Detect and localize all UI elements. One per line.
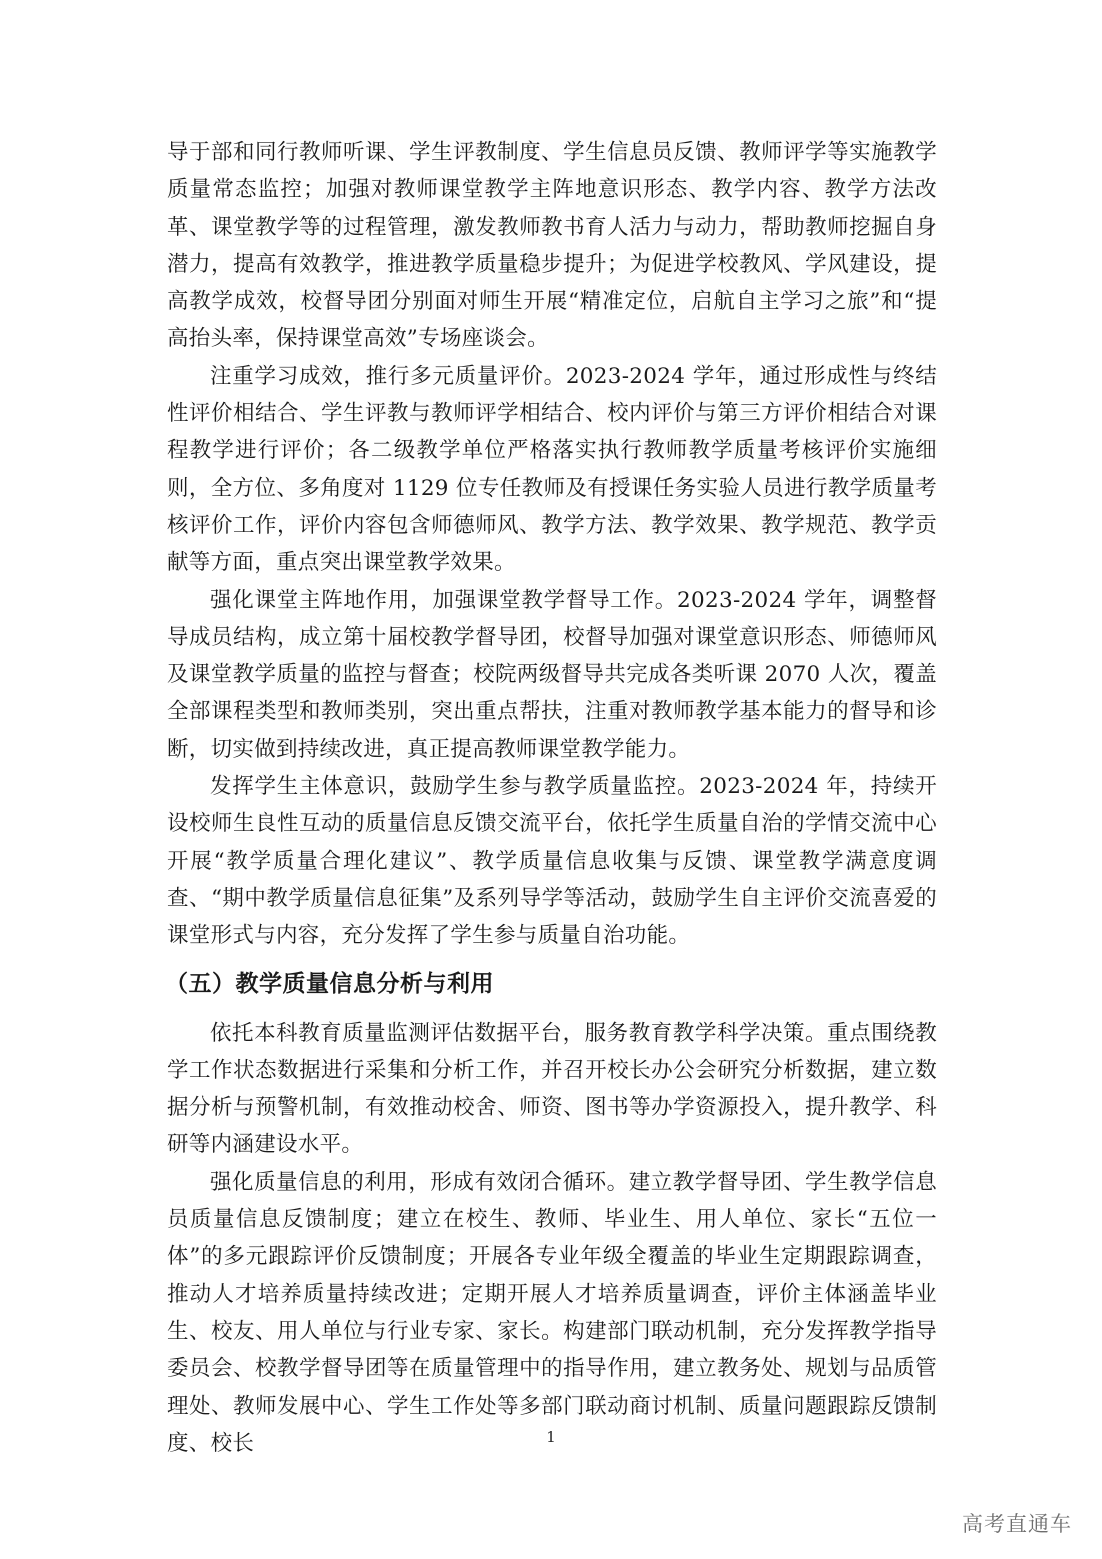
paragraph-1: 导于部和同行教师听课、学生评教制度、学生信息员反馈、教师评学等实施教学质量常态监控；加强对教师课堂教学主阵地意识形态、教学内容、教学方法改革、课堂教学等的过程管理，激发教师教书育人活力与动力，帮助教师挖掘自身潜力，提高有效教学，推进教学质量稳步提升；为促进学校教风、学风建设，提高教学成效，校督导团分别面对师生开展“精准定位，启航自主学习之旅”和“提高抬头率，保持课堂高效”专场座谈会。: [167, 140, 937, 352]
paragraph-6: 强化质量信息的利用，形成有效闭合循环。建立教学督导团、学生教学信息员质量信息反馈制度；建立在校生、教师、毕业生、用人单位、家长“五位一体”的多元跟踪评价反馈制度；开展各专业年级全覆盖的毕业生定期跟踪调查，推动人才培养质量持续改进；定期开展人才培养质量调查，评价主体涵盖毕业生、校友、用人单位与行业专家、家长。构建部门联动机制，充分发挥教学指导委员会、校教学督导团等在质量管理中的指导作用，建立教务处、规划与品质管理处、教师发展中心、学生工作处等多部门联动商讨机制、质量问题跟踪反馈制度、校长: [167, 1169, 937, 1456]
page-content: [167, 134, 937, 1462]
page-number: 1: [546, 1428, 556, 1446]
paragraph-4: 发挥学生主体意识，鼓励学生参与教学质量监控。2023-2024 年，持续开设校师生良性互动的质量信息反馈交流平台，依托学生质量自治的学情交流中心开展“教学质量合理化建议”、教学质量信息收集与反馈、课堂教学满意度调查、“期中教学质量信息征集”及系列导学等活动，鼓励学生自主评价交流喜爱的课堂形式与内容，充分发挥了学生参与质量自治功能。: [167, 774, 937, 949]
paragraph-5: 依托本科教育质量监测评估数据平台，服务教育教学科学决策。重点围绕教学工作状态数据进行采集和分析工作，并召开校长办公会研究分析数据，建立数据分析与预警机制，有效推动校舍、师资、图书等办学资源投入，提升教学、科研等内涵建设水平。: [167, 1020, 937, 1158]
paragraph-2: 注重学习成效，推行多元质量评价。2023-2024 学年，通过形成性与终结性评价相结合、学生评教与教师评学相结合、校内评价与第三方评价相结合对课程教学进行评价；各二级教学单位严格落实执行教师教学质量考核评价实施细则，全方位、多角度对 1129 位专任教师及有授课任务实验人员进行教学质量考核评价工作，评价内容包含师德师风、教学方法、教学效果、教学规范、教学贡献等方面，重点突出课堂教学效果。: [167, 363, 937, 576]
paragraph-3: 强化课堂主阵地作用，加强课堂教学督导工作。2023-2024 学年，调整督导成员结构，成立第十届校教学督导团，校督导加强对课堂意识形态、师德师风及课堂教学质量的监控与督查；校院两级督导共完成各类听课 2070 人次，覆盖全部课程类型和教师类别，突出重点帮扶，注重对教师教学基本能力的督导和诊断，切实做到持续改进，真正提高教师课堂教学能力。: [167, 587, 937, 762]
watermark-text: 高考直通车: [962, 1512, 1072, 1536]
section-heading: （五）教学质量信息分析与利用: [165, 970, 494, 997]
